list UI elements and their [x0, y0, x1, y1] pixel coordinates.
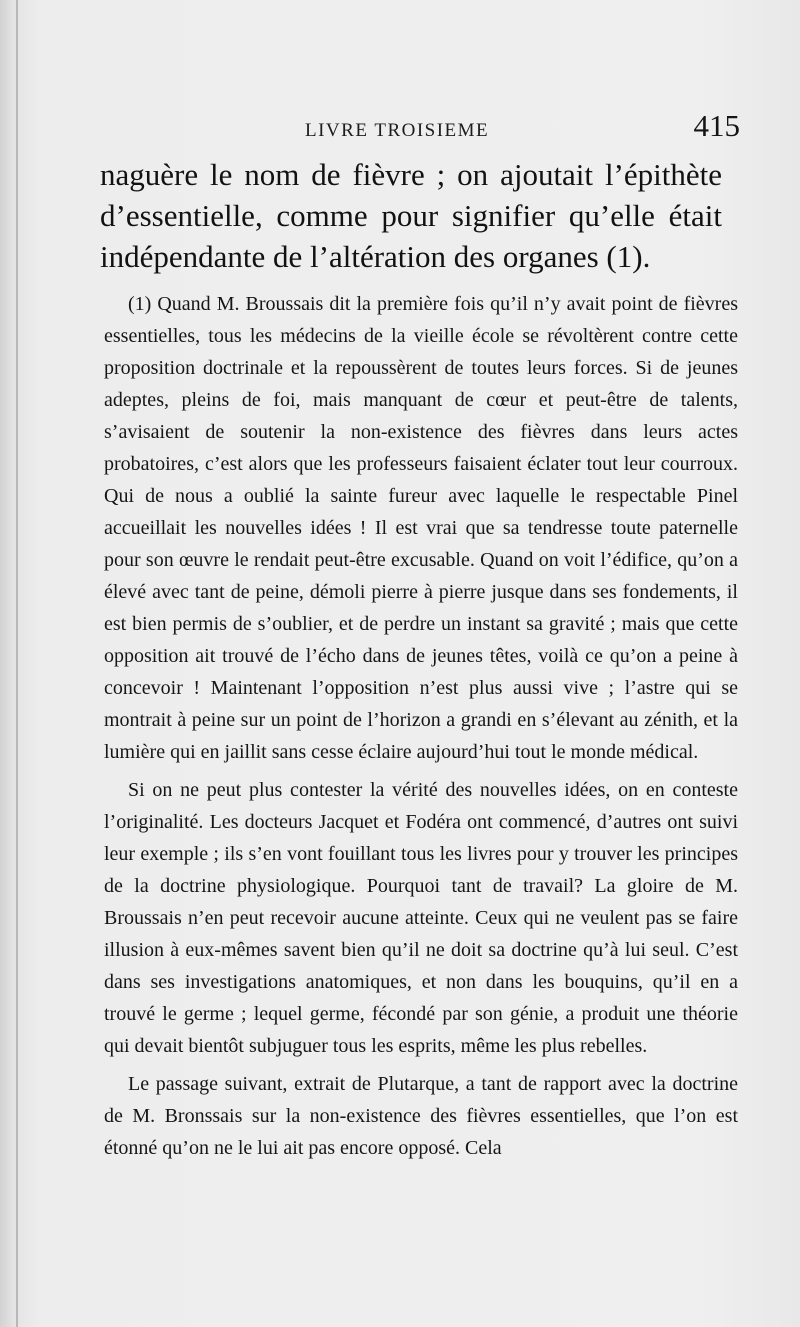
binding-gutter: [16, 0, 18, 1327]
page-number: 415: [693, 108, 740, 143]
footnote-block: [104, 288, 738, 1164]
footnote-paragraph: (1) Quand M. Broussais dit la première fois qu’il n’y avait point de fièvres essentielles, tous les médecins de la vieille école se révoltèrent contre cette proposition doctrinale et la repoussèrent de toutes leurs forces. Si de jeunes adeptes, pleins de foi, mais manquant de cœur et peut-être de talents, s’avisaient de soutenir la non-existence des fièvres dans leurs actes probatoires, c’est alors que les professeurs faisaient éclater tout leur courroux. Qui de nous a oublié la sainte fureur avec laquelle le respectable Pinel accueillait les nouvelles idées ! Il est vrai que sa tendresse toute paternelle pour son œuvre le rendait peut-être excusable. Quand on voit l’édifice, qu’on a élevé avec tant de peine, démoli pierre à pierre jusque dans ses fondements, il est bien permis de s’oublier, et de perdre un instant sa gravité ; mais que cette opposition ait trouvé de l’écho dans de jeunes têtes, voilà ce qu’on a peine à concevoir ! Maintenant l’opposition n’est plus aussi vive ; l’astre qui se montrait à peine sur un point de l’horizon a grandi en s’élevant au zénith, et la lumière qui en jaillit sans cesse éclaire aujourd’hui tout le monde médical.: [104, 293, 738, 763]
footnote-paragraph: Le passage suivant, extrait de Plutarque, a tant de rapport avec la doctrine de M. Bronssais sur la non-existence des fièvres essentielles, que l’on est étonné qu’on ne le lui ait pas encore opposé. Cela: [104, 1073, 738, 1159]
running-title: LIVRE TROISIEME: [305, 120, 490, 141]
footnote-paragraph: Si on ne peut plus contester la vérité des nouvelles idées, on en conteste l’originalité. Les docteurs Jacquet et Fodéra ont commencé, d’autres ont suivi leur exemple ; ils s’en vont fouillant tous les livres pour y trouver les principes de la doctrine physiologique. Pourquoi tant de travail? La gloire de M. Broussais n’en peut recevoir aucune atteinte. Ceux qui ne veulent pas se faire illusion à eux-mêmes savent bien qu’il ne doit sa doctrine qu’à lui seul. C’est dans ses investigations anatomiques, et non dans les bouquins, qu’il en a trouvé le germe ; lequel germe, fécondé par son génie, a produit une théorie qui devait bientôt subjuguer tous les esprits, même les plus rebelles.: [104, 779, 738, 1057]
main-text: naguère le nom de fièvre ; on ajoutait l’épithète d’essentielle, comme pour signifier qu’elle était indépendante de l’altération des organes (1).: [100, 157, 722, 274]
page-header: [100, 108, 740, 148]
